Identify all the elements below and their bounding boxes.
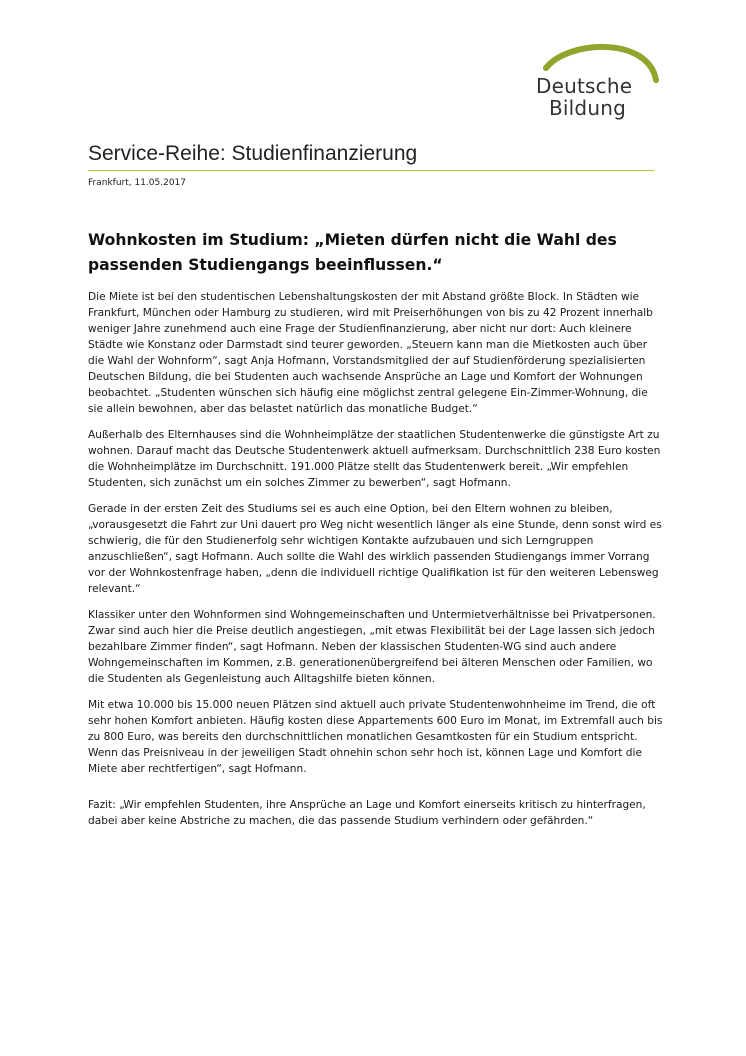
article-body [88, 289, 664, 839]
company-logo [528, 42, 664, 122]
paragraph: Die Miete ist bei den studentischen Lebenshaltungskosten der mit Abstand größte Block. In Städten wie Frankfurt, München oder Hamburg zu studieren, wird mit Preiserhöhungen von bis zu 42 Prozent innerhalb weniger Jahre zunehmend auch eine Frage der Studienfinanzierung, aber nicht nur dort: Auch kleinere Städte wie Konstanz oder Darmstadt sind teurer geworden. „Steuern kann man die Mietkosten auch über die Wahl der Wohnform“, sagt Anja Hofmann, Vorstandsmitglied der auf Studienförderung spezialisierten Deutschen Bildung, die bei Studenten auch wachsende Ansprüche an Lage und Komfort der Wohnungen beobachtet. „Studenten wünschen sich häufig eine möglichst zentral gelegene Ein-Zimmer-Wohnung, die sie allein bewohnen, aber das belastet natürlich das monatliche Budget.“ [88, 291, 653, 415]
title-divider [88, 170, 654, 171]
logo-text-line2: Bildung [549, 96, 626, 120]
logo-text-line1: Deutsche [536, 74, 633, 98]
series-title: Service-Reihe: Studienfinanzierung [88, 142, 418, 165]
paragraph: Außerhalb des Elternhauses sind die Wohnheimplätze der staatlichen Studentenwerke die günstigste Art zu wohnen. Darauf macht das Deutsche Studentenwerk aktuell aufmerksam. Durchschnittlich 238 Euro kosten die Wohnheimplätze im Durchschnitt. 191.000 Plätze stellt das Studentenwerk bereit. „Wir empfehlen Studenten, sich zunächst um ein solches Zimmer zu bewerben“, sagt Hofmann. [88, 429, 661, 489]
paragraph: Mit etwa 10.000 bis 15.000 neuen Plätzen sind aktuell auch private Studentenwohnheime im Trend, die oft sehr hohen Komfort anbieten. Häufig kosten diese Appartements 600 Euro im Monat, im Extremfall auch bis zu 800 Euro, was bereits den durchschnittlichen monatlichen Gesamtkosten für ein Studium entspricht. Wenn das Preisniveau in der jeweiligen Stadt ohnehin schon sehr hoch ist, können Lage und Komfort die Miete aber rechtfertigen“, sagt Hofmann. [88, 699, 663, 775]
conclusion-paragraph: Fazit: „Wir empfehlen Studenten, ihre Ansprüche an Lage und Komfort einerseits kritisch zu hinterfragen, dabei aber keine Abstriche zu machen, die das passende Studium verhindern oder gefährden.“ [88, 799, 646, 827]
article-headline: Wohnkosten im Studium: „Mieten dürfen nicht die Wahl des passenden Studiengangs beeinflussen.“ [88, 231, 617, 274]
paragraph: Gerade in der ersten Zeit des Studiums sei es auch eine Option, bei den Eltern wohnen zu bleiben, „vorausgesetzt die Fahrt zur Uni dauert pro Weg nicht wesentlich länger als eine Stunde, denn sonst wird es schwierig, die für den Studienerfolg sehr wichtigen Kontakte aufzubauen und sich Lerngruppen anzuschließen“, sagt Hofmann. Auch sollte die Wahl des wirklich passenden Studiengangs immer Vorrang vor der Wohnkostenfrage haben, „denn die individuell richtige Qualifikation ist für den weiteren Lebensweg relevant.“ [88, 503, 662, 595]
dateline: Frankfurt, 11.05.2017 [88, 178, 187, 188]
paragraph: Klassiker unter den Wohnformen sind Wohngemeinschaften und Untermietverhältnisse bei Privatpersonen. Zwar sind auch hier die Preise deutlich angestiegen, „mit etwas Flexibilität bei der Lage lassen sich jedoch bezahlbare Zimmer finden“, sagt Hofmann. Neben der klassischen Studenten-WG sind auch andere Wohngemeinschaften im Kommen, z.B. generationenübergreifend bei älteren Menschen oder Familien, wo die Studenten als Gegenleistung auch Alltagshilfe bieten können. [88, 609, 656, 685]
